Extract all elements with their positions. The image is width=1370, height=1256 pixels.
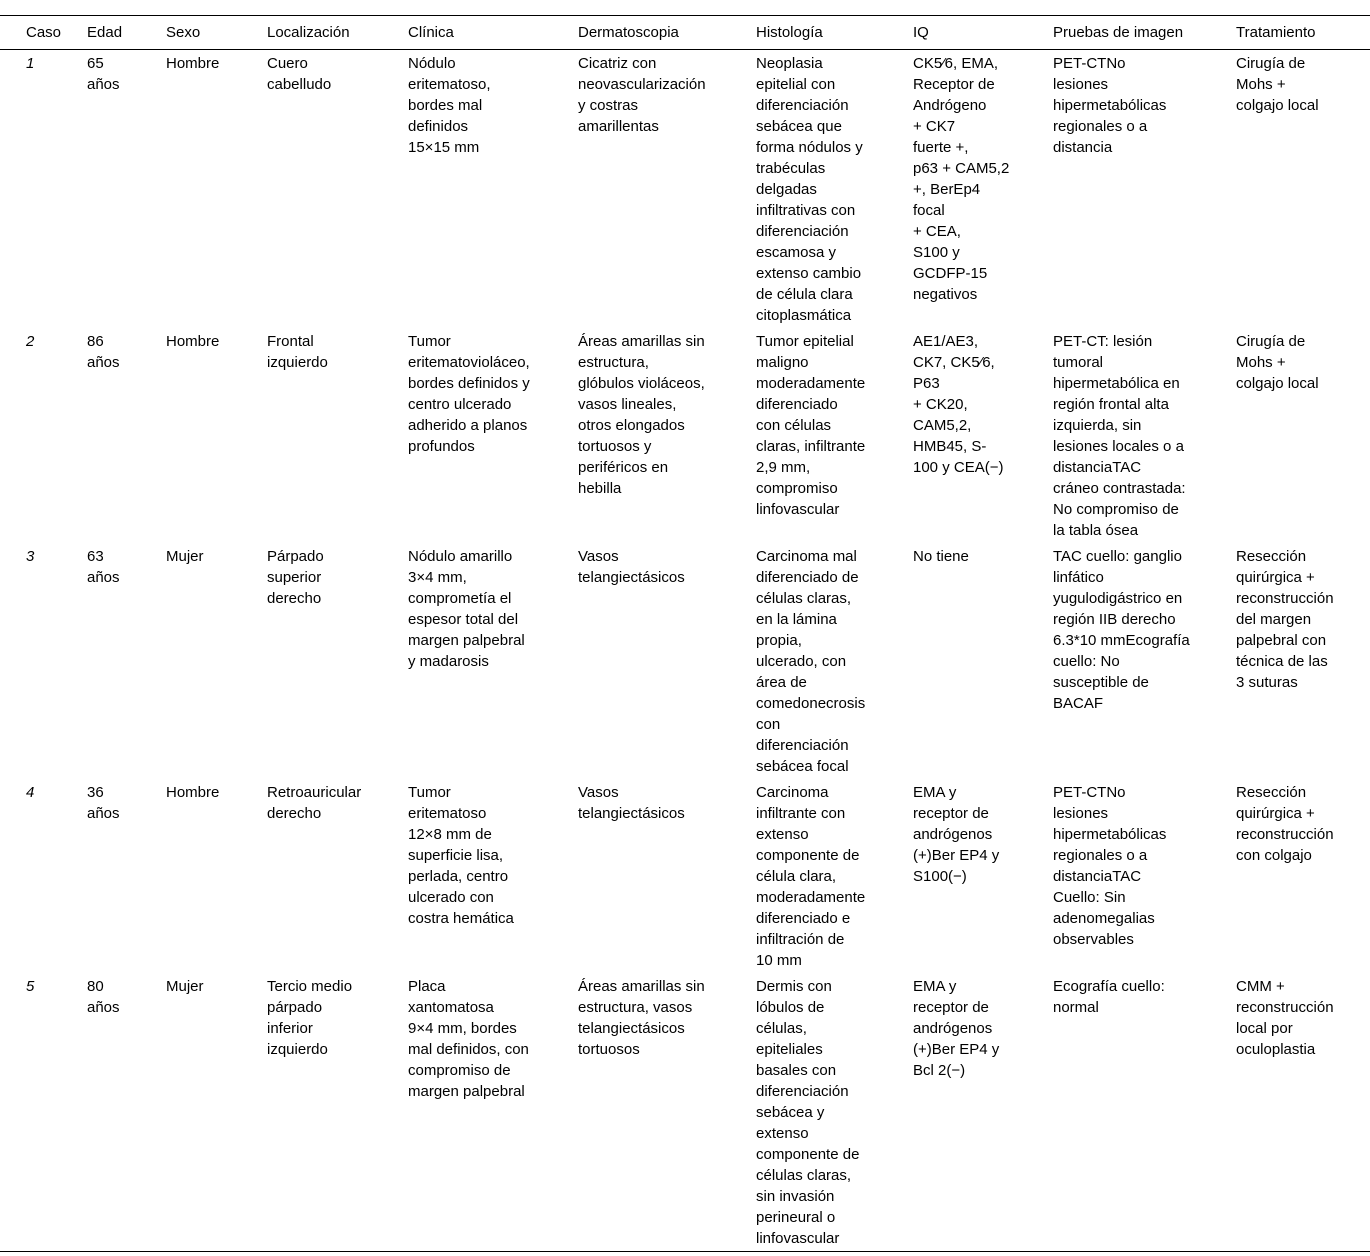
table-header [0, 16, 1370, 50]
cell-tratamiento: CMM + reconstrucción local por oculoplastia [1236, 978, 1334, 1058]
cell-clinica: Nódulo amarillo 3×4 mm, comprometía el espesor total del margen palpebral y madarosis [408, 548, 525, 670]
table-body [0, 50, 1370, 1252]
header-row [0, 16, 1370, 50]
header-edad: Edad [87, 24, 123, 41]
cell-tratamiento: Resección quirúrgica + reconstrucción del margen palpebral con técnica de las 3 suturas [1236, 548, 1334, 691]
cell-edad: 65 años [87, 55, 120, 93]
cell-clinica: Tumor eritematoso 12×8 mm de superficie lisa, perlada, centro ulcerado con costra hemática [408, 784, 514, 927]
cell-pruebas-imagen: TAC cuello: ganglio linfático yugulodigástrico en región IIB derecho 6.3*10 mmEcografía cuello: No susceptible de BACAF [1053, 548, 1190, 712]
cell-localizacion: Tercio medio párpado inferior izquierdo [267, 978, 353, 1058]
cell-clinica: Nódulo eritematoso, bordes mal definidos 15×15 mm [408, 55, 491, 156]
cell-pruebas-imagen: PET-CTNo lesiones hipermetabólicas regionales o a distancia [1053, 55, 1167, 156]
cell-histologia: Carcinoma infiltrante con extenso componente de célula clara, moderadamente diferenciado e infiltración de 10 mm [756, 784, 866, 969]
header-histologia: Histología [756, 24, 823, 41]
cell-pruebas-imagen: PET-CT: lesión tumoral hipermetabólica en región frontal alta izquierda, sin lesiones locales o a distanciaTAC cráneo contrastada: No compromiso de la tabla ósea [1053, 333, 1186, 539]
cell-localizacion: Retroauricular derecho [267, 784, 362, 822]
header-localizacion: Localización [267, 24, 350, 41]
header-clinica: Clínica [408, 24, 454, 41]
header-iq: IQ [913, 24, 929, 41]
cell-iq: EMA y receptor de andrógenos (+)Ber EP4 y S100(−) [913, 784, 1000, 885]
cell-caso: 5 [26, 978, 35, 995]
cell-edad: 80 años [87, 978, 120, 1016]
cell-tratamiento: Cirugía de Mohs + colgajo local [1236, 333, 1319, 392]
cell-iq: AE1/AE3, CK7, CK5⁄6, P63 + CK20, CAM5,2, HMB45, S- 100 y CEA(−) [913, 333, 1004, 476]
cell-dermatoscopia: Áreas amarillas sin estructura, glóbulos violáceos, vasos lineales, otros elongados tortuosos y periféricos en hebilla [578, 333, 705, 497]
cases-table [0, 15, 1370, 1252]
cell-dermatoscopia: Vasos telangiectásicos [578, 784, 685, 822]
cell-pruebas-imagen: Ecografía cuello: normal [1053, 978, 1165, 1016]
cell-localizacion: Frontal izquierdo [267, 333, 328, 371]
table-row [0, 50, 1370, 329]
table-row [0, 779, 1370, 973]
table-row [0, 973, 1370, 1252]
cell-localizacion: Párpado superior derecho [267, 548, 324, 607]
cell-sexo: Mujer [166, 548, 204, 565]
cell-dermatoscopia: Cicatriz con neovascularización y costras amarillentas [578, 55, 706, 135]
cell-caso: 3 [26, 548, 35, 565]
cell-sexo: Hombre [166, 333, 220, 350]
cell-edad: 63 años [87, 548, 120, 586]
table-row [0, 543, 1370, 779]
cell-histologia: Tumor epitelial maligno moderadamente diferenciado con células claras, infiltrante 2,9 mm, compromiso linfovascular [756, 333, 866, 518]
cell-iq: No tiene [913, 548, 969, 565]
cell-iq: CK5⁄6, EMA, Receptor de Andrógeno + CK7 fuerte +, p63 + CAM5,2 +, BerEp4 focal + CEA, S100 y GCDFP-15 negativos [913, 55, 1010, 303]
cell-histologia: Carcinoma mal diferenciado de células claras, en la lámina propia, ulcerado, con área de comedonecrosis con diferenciación sebácea focal [756, 548, 866, 775]
cell-iq: EMA y receptor de andrógenos (+)Ber EP4 y Bcl 2(−) [913, 978, 1000, 1079]
cell-edad: 86 años [87, 333, 120, 371]
cell-pruebas-imagen: PET-CTNo lesiones hipermetabólicas regionales o a distanciaTAC Cuello: Sin adenomegalias observables [1053, 784, 1167, 948]
cell-sexo: Mujer [166, 978, 204, 995]
cell-tratamiento: Cirugía de Mohs + colgajo local [1236, 55, 1319, 114]
cell-caso: 4 [26, 784, 35, 801]
cell-caso: 2 [26, 333, 35, 350]
cell-caso: 1 [26, 55, 35, 72]
cell-histologia: Dermis con lóbulos de células, epiteliales basales con diferenciación sebácea y extenso componente de células claras, sin invasión perineural o linfovascular [756, 978, 860, 1247]
header-pruebas-imagen: Pruebas de imagen [1053, 24, 1184, 41]
cell-clinica: Placa xantomatosa 9×4 mm, bordes mal definidos, con compromiso de margen palpebral [408, 978, 529, 1100]
header-dermatoscopia: Dermatoscopia [578, 24, 679, 41]
cell-edad: 36 años [87, 784, 120, 822]
cell-histologia: Neoplasia epitelial con diferenciación sebácea que forma nódulos y trabéculas delgadas infiltrativas con diferenciación escamosa y extenso cambio de célula clara citoplasmática [756, 55, 863, 324]
cell-sexo: Hombre [166, 55, 220, 72]
cell-clinica: Tumor eritematovioláceo, bordes definidos y centro ulcerado adherido a planos profundos [408, 333, 530, 455]
cell-dermatoscopia: Vasos telangiectásicos [578, 548, 685, 586]
header-caso: Caso [26, 24, 62, 41]
cell-sexo: Hombre [166, 784, 220, 801]
table-row [0, 328, 1370, 543]
cell-tratamiento: Resección quirúrgica + reconstrucción con colgajo [1236, 784, 1334, 864]
header-sexo: Sexo [166, 24, 201, 41]
cell-dermatoscopia: Áreas amarillas sin estructura, vasos telangiectásicos tortuosos [578, 978, 705, 1058]
header-tratamiento: Tratamiento [1236, 24, 1316, 41]
cell-localizacion: Cuero cabelludo [267, 55, 332, 93]
